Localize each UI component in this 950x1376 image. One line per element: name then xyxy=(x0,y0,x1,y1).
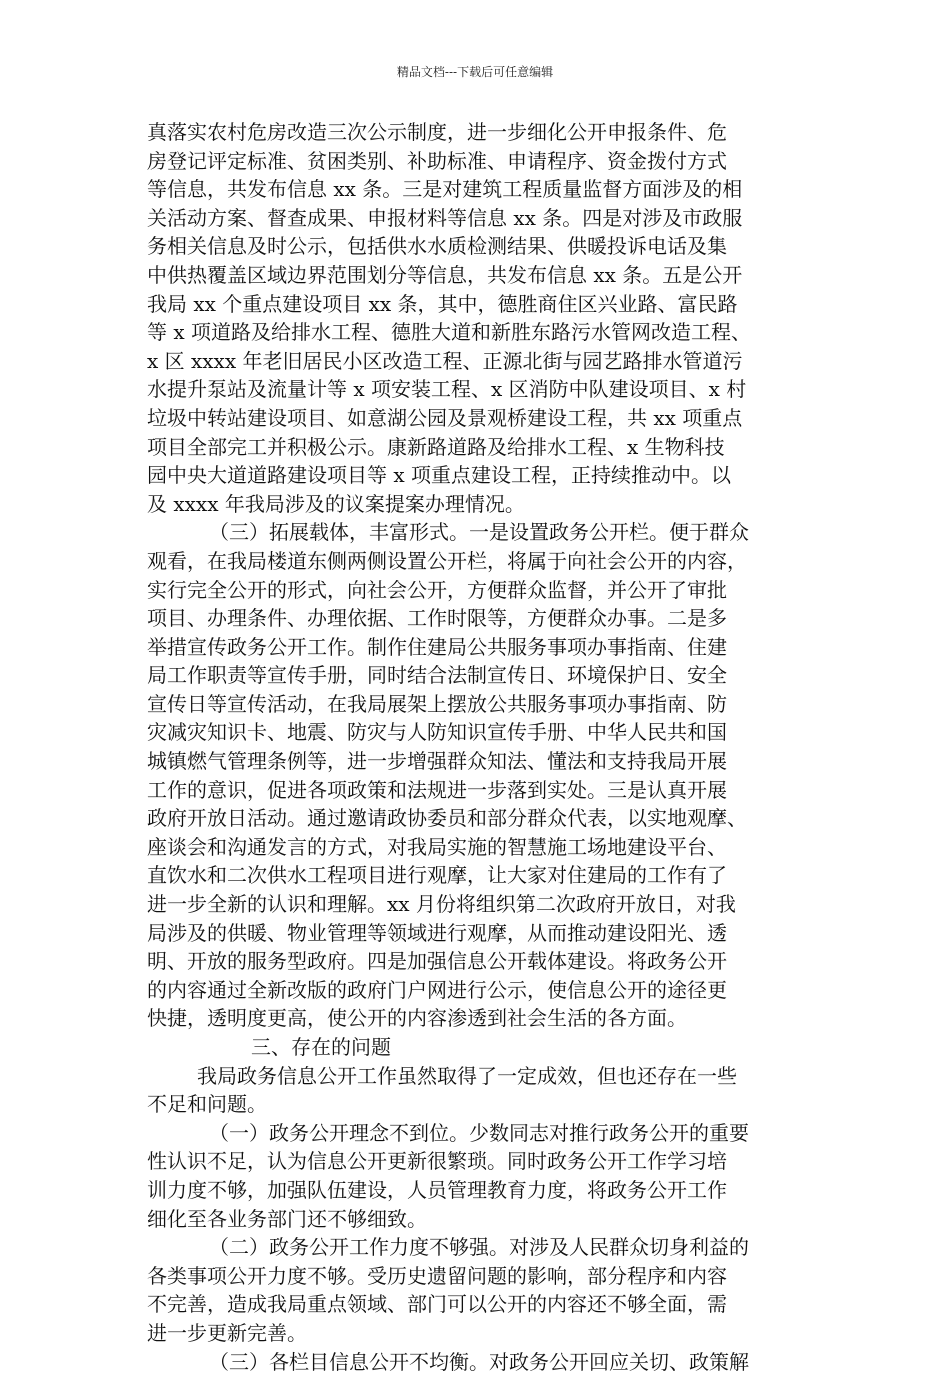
text-line: 房登记评定标准、贫困类别、补助标准、申请程序、资金拨付方式 xyxy=(147,148,727,173)
text-line: （三）各栏目信息公开不均衡。对政务公开回应关切、政策解 xyxy=(209,1349,749,1374)
text-line: 直饮水和二次供水工程项目进行观摩，让大家对住建局的工作有了 xyxy=(147,863,727,888)
text-line: 园中央大道道路建设项目等 x 项重点建设工程，正持续推动中。以 xyxy=(147,463,731,488)
text-line: 城镇燃气管理条例等，进一步增强群众知法、懂法和支持我局开展 xyxy=(147,749,727,774)
text-line: 中供热覆盖区域边界范围划分等信息，共发布信息 xx 条。五是公开 xyxy=(147,262,743,287)
text-line: 举措宣传政务公开工作。制作住建局公共服务事项办事指南、住建 xyxy=(147,634,727,659)
text-line: 各类事项公开力度不够。受历史遗留问题的影响，部分程序和内容 xyxy=(147,1263,727,1288)
text-line: 局工作职责等宣传手册，同时结合法制宣传日、环境保护日、安全 xyxy=(147,663,727,688)
text-line: 水提升泵站及流量计等 x 项安装工程、x 区消防中队建设项目、x 村 xyxy=(147,377,747,402)
section-heading: 三、存在的问题 xyxy=(251,1035,391,1059)
text-line: 工作的意识，促进各项政策和法规进一步落到实处。三是认真开展 xyxy=(147,777,727,802)
text-line: 观看，在我局楼道东侧两侧设置公开栏，将属于向社会公开的内容， xyxy=(147,548,747,573)
text-line: 政府开放日活动。通过邀请政协委员和部分群众代表，以实地观摩、 xyxy=(147,806,747,831)
text-line: 进一步更新完善。 xyxy=(147,1320,307,1345)
text-line: 务相关信息及时公示，包括供水水质检测结果、供暖投诉电话及集 xyxy=(147,234,727,259)
text-line: 及 xxxx 年我局涉及的议案提案办理情况。 xyxy=(147,491,525,516)
text-line: （三）拓展载体，丰富形式。一是设置政务公开栏。便于群众 xyxy=(209,520,749,545)
text-line: 灾减灾知识卡、地震、防灾与人防知识宣传手册、中华人民共和国 xyxy=(147,720,727,745)
text-line: x 区 xxxx 年老旧居民小区改造工程、正源北街与园艺路排水管道污 xyxy=(147,348,743,373)
text-line: 我局 xx 个重点建设项目 xx 条，其中，德胜商住区兴业路、富民路 xyxy=(147,291,738,316)
text-line: 座谈会和沟通发言的方式，对我局实施的智慧施工场地建设平台、 xyxy=(147,834,727,859)
text-line: 的内容通过全新改版的政府门户网进行公示，使信息公开的途径更 xyxy=(147,977,727,1002)
text-line: 等 x 项道路及给排水工程、德胜大道和新胜东路污水管网改造工程、 xyxy=(147,320,751,345)
text-line: 项目、办理条件、办理依据、工作时限等，方便群众办事。二是多 xyxy=(147,606,727,631)
text-line: 不完善，造成我局重点领域、部门可以公开的内容还不够全面，需 xyxy=(147,1292,727,1317)
page-header: 精品文档---下载后可任意编辑 xyxy=(396,65,554,79)
text-line: 关活动方案、督查成果、申报材料等信息 xx 条。四是对涉及市政服 xyxy=(147,205,743,230)
text-line: 训力度不够，加强队伍建设，人员管理教育力度，将政务公开工作 xyxy=(147,1177,727,1202)
text-line: 明、开放的服务型政府。四是加强信息公开载体建设。将政务公开 xyxy=(147,949,727,974)
text-line: 不足和问题。 xyxy=(147,1092,267,1117)
text-line: （一）政务公开理念不到位。少数同志对推行政务公开的重要 xyxy=(209,1120,749,1145)
text-line: 垃圾中转站建设项目、如意湖公园及景观桥建设工程，共 xx 项重点 xyxy=(147,405,743,430)
text-line: 项目全部完工并积极公示。康新路道路及给排水工程、x 生物科技 xyxy=(147,434,725,459)
text-line: 局涉及的供暖、物业管理等领域进行观摩，从而推动建设阳光、透 xyxy=(147,920,727,945)
text-line: 细化至各业务部门还不够细致。 xyxy=(147,1206,427,1231)
text-line: 真落实农村危房改造三次公示制度，进一步细化公开申报条件、危 xyxy=(147,120,727,144)
text-line: 性认识不足，认为信息公开更新很繁琐。同时政务公开工作学习培 xyxy=(147,1149,727,1174)
document-body xyxy=(147,118,807,1376)
text-line: 等信息，共发布信息 xx 条。三是对建筑工程质量监督方面涉及的相 xyxy=(147,177,743,202)
text-line: （二）政务公开工作力度不够强。对涉及人民群众切身利益的 xyxy=(209,1235,749,1260)
text-line: 宣传日等宣传活动，在我局展架上摆放公共服务事项办事指南、防 xyxy=(147,691,727,716)
text-line: 进一步全新的认识和理解。xx 月份将组织第二次政府开放日，对我 xyxy=(147,892,736,917)
text-line: 实行完全公开的形式，向社会公开，方便群众监督，并公开了审批 xyxy=(147,577,727,602)
text-line: 我局政务信息公开工作虽然取得了一定成效，但也还存在一些 xyxy=(197,1063,737,1088)
text-line: 快捷，透明度更高，使公开的内容渗透到社会生活的各方面。 xyxy=(147,1006,687,1031)
